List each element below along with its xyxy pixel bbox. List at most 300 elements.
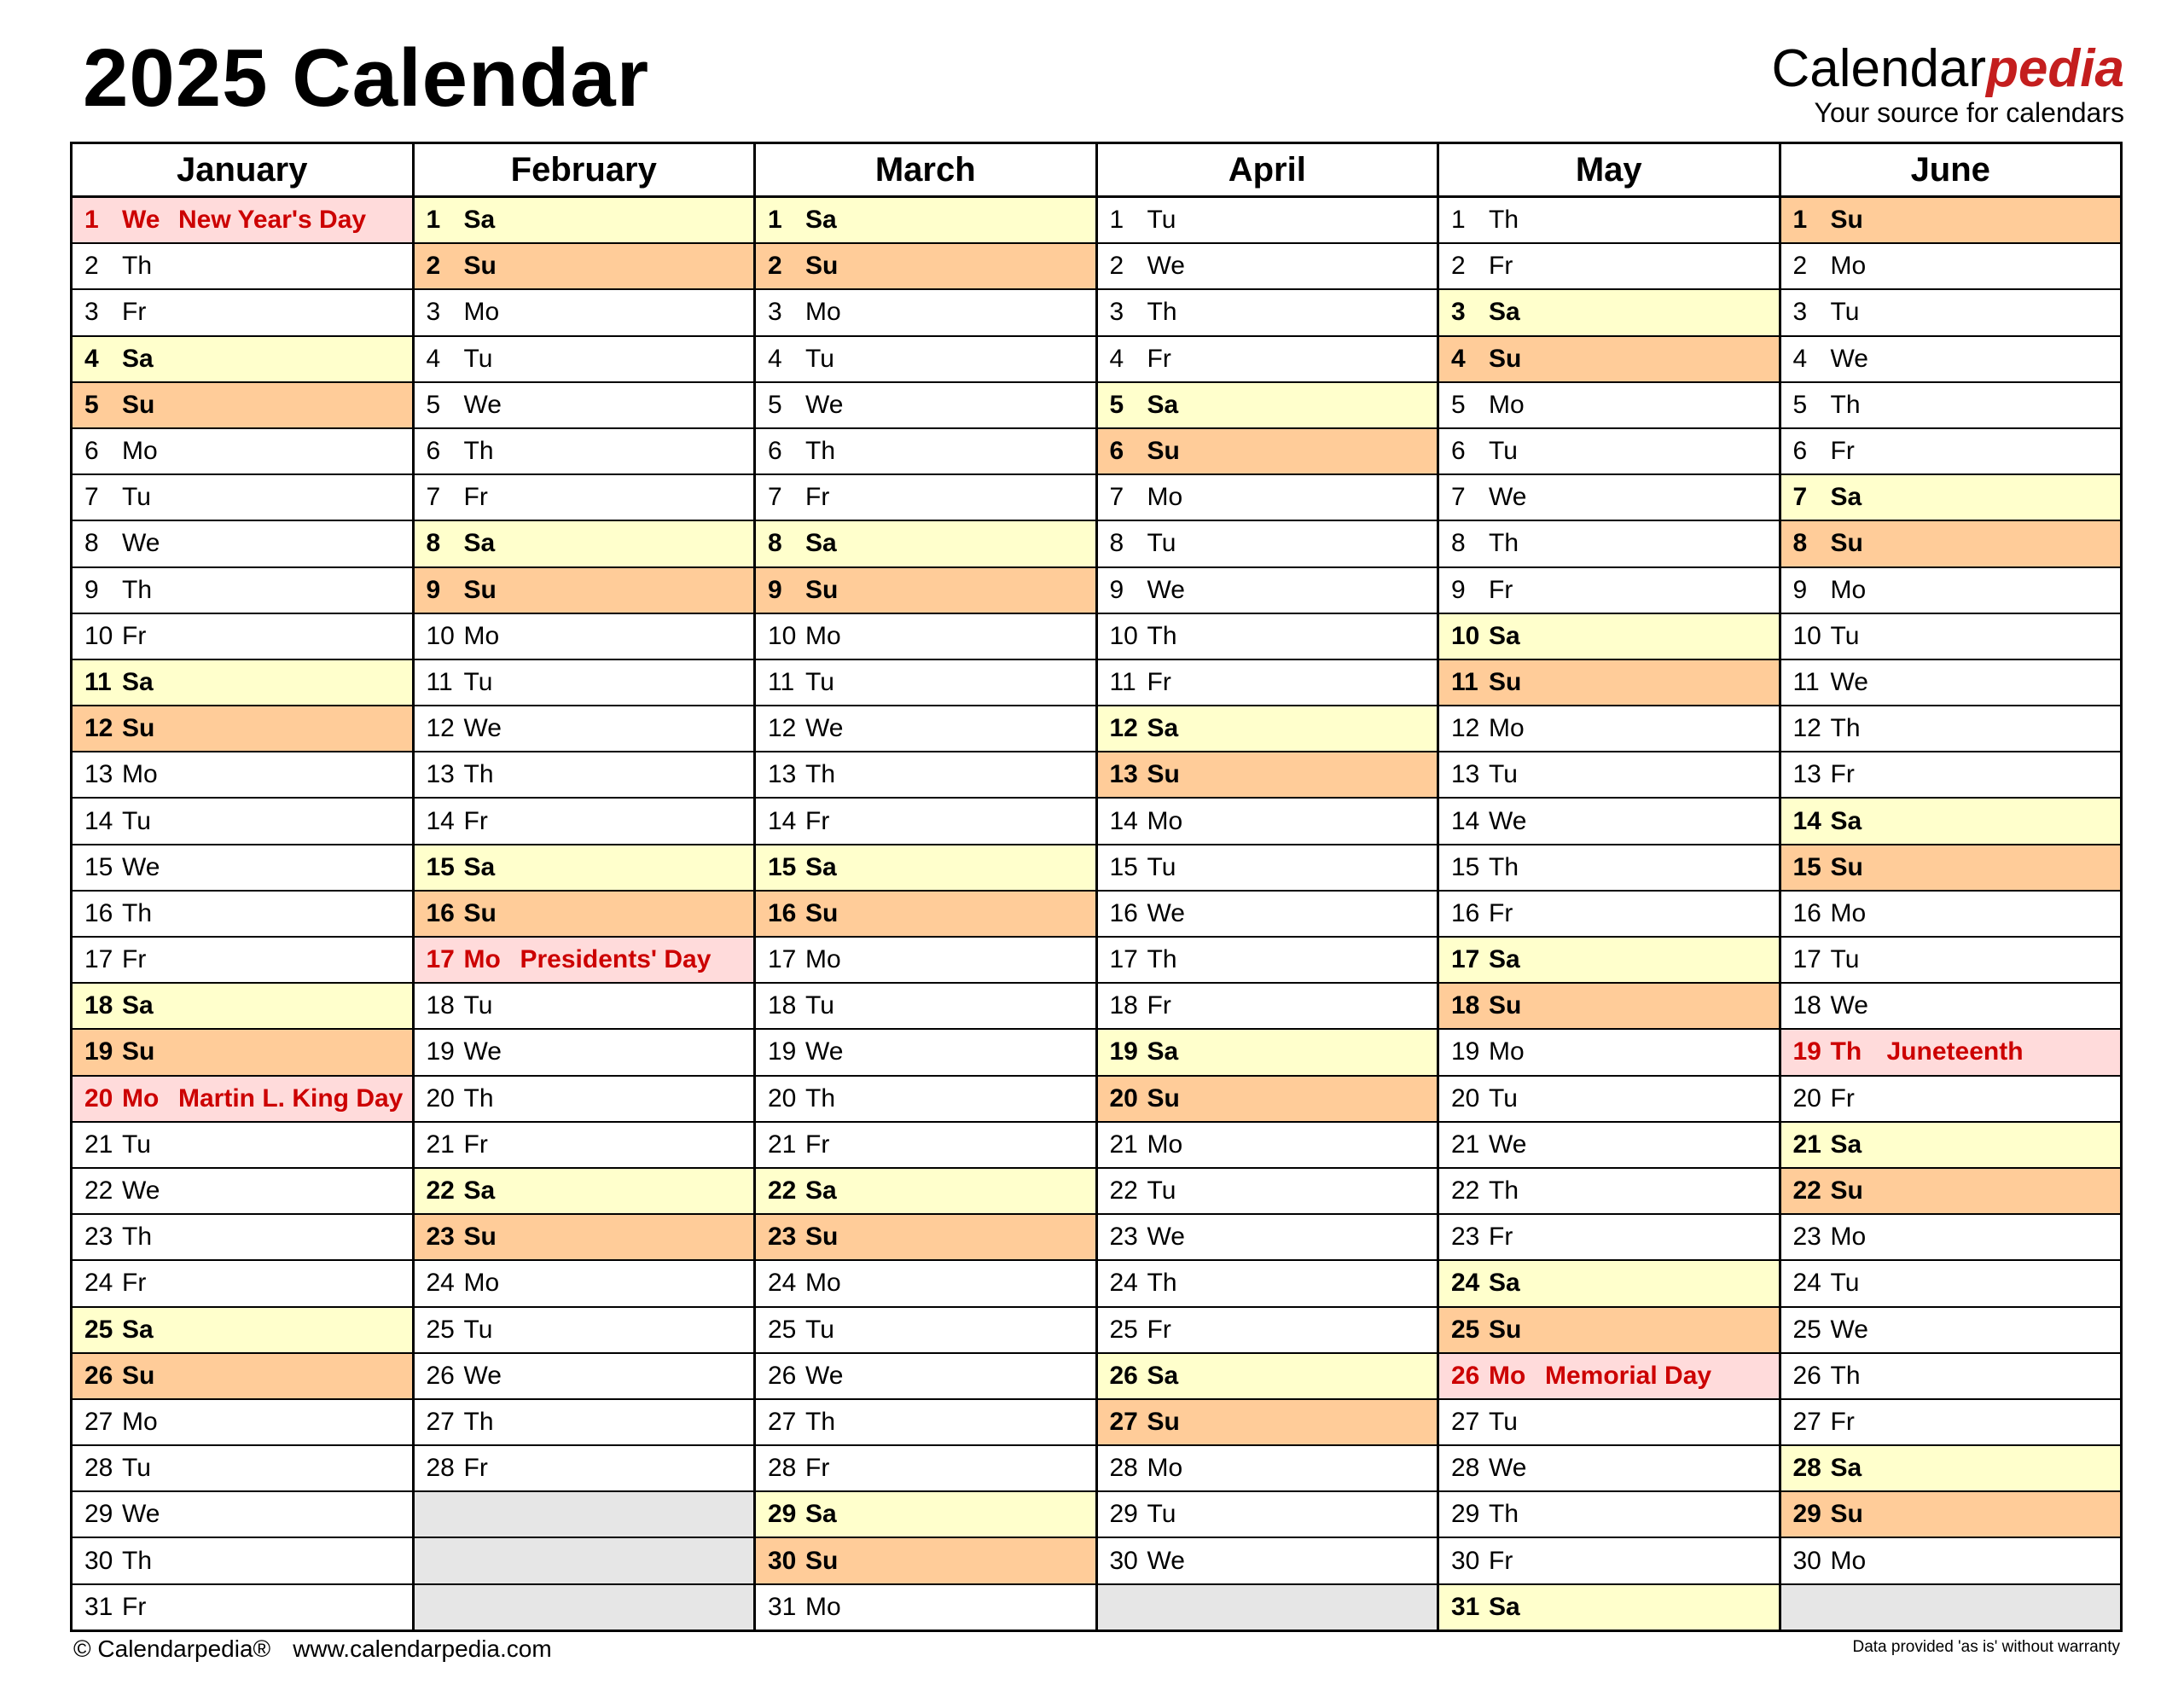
day-number: 19 [426, 1037, 455, 1066]
day-number: 27 [426, 1407, 455, 1436]
day-number: 19 [84, 1037, 113, 1066]
weekday-label: We [122, 1176, 160, 1205]
day-number: 23 [768, 1223, 797, 1252]
day-cell-february-26 [413, 1353, 755, 1399]
day-cell-april-8 [1096, 520, 1438, 566]
weekday-label: Tu [1830, 1269, 1860, 1298]
day-number: 24 [768, 1269, 797, 1298]
day-number: 31 [84, 1592, 113, 1621]
weekday-label: Fr [122, 945, 147, 974]
weekday-label: We [805, 1037, 844, 1066]
day-cell-february-1 [413, 197, 755, 244]
day-number: 5 [1451, 390, 1466, 419]
weekday-label: Fr [463, 483, 488, 512]
day-cell-april-14 [1096, 798, 1438, 844]
weekday-label: Th [1147, 1269, 1177, 1298]
day-number: 24 [426, 1269, 455, 1298]
day-cell-june-2 [1780, 243, 2122, 289]
day-cell-april-29 [1096, 1491, 1438, 1537]
day-number: 21 [1109, 1130, 1138, 1159]
day-cell-may-1 [1438, 197, 1780, 244]
day-cell-march-17 [755, 937, 1097, 983]
weekday-label: Th [122, 1546, 153, 1575]
day-cell-june-29 [1780, 1491, 2122, 1537]
table-row [72, 243, 2122, 289]
day-cell-june-15 [1780, 845, 2122, 891]
day-number: 25 [768, 1315, 797, 1344]
day-cell-march-18 [755, 983, 1097, 1029]
weekday-label: Sa [805, 206, 837, 235]
weekday-label: We [1489, 1130, 1527, 1159]
day-cell-march-25 [755, 1307, 1097, 1353]
weekday-label: Su [1147, 437, 1180, 466]
day-number: 26 [426, 1361, 455, 1390]
table-row [72, 845, 2122, 891]
day-cell-february-18 [413, 983, 755, 1029]
day-number: 17 [768, 945, 797, 974]
weekday-label: Su [1830, 529, 1863, 558]
day-cell-march-22 [755, 1168, 1097, 1214]
day-number: 13 [426, 760, 455, 789]
weekday-label: Mo [1830, 1546, 1867, 1575]
weekday-label: Fr [1489, 252, 1513, 281]
day-number: 8 [768, 529, 782, 558]
day-cell-june-13 [1780, 752, 2122, 798]
table-row [72, 382, 2122, 428]
day-number: 13 [1451, 760, 1480, 789]
weekday-label: We [805, 714, 844, 743]
table-row [72, 520, 2122, 566]
weekday-label: Mo [1830, 575, 1867, 604]
weekday-label: Tu [463, 344, 493, 373]
weekday-label: Tu [122, 483, 151, 512]
weekday-label: Tu [805, 991, 834, 1020]
weekday-label: Su [805, 575, 839, 604]
day-cell-january-17 [72, 937, 414, 983]
weekday-label: Su [122, 1037, 155, 1066]
day-number: 10 [1109, 621, 1138, 650]
day-number: 12 [768, 714, 797, 743]
day-number: 1 [1792, 206, 1808, 235]
weekday-label: Fr [1147, 667, 1171, 696]
day-cell-april-19 [1096, 1029, 1438, 1075]
weekday-label: Th [1147, 621, 1177, 650]
day-number: 11 [1792, 667, 1820, 696]
weekday-label: Su [1830, 1500, 1863, 1529]
day-number: 29 [768, 1500, 797, 1529]
day-number: 2 [1109, 252, 1124, 281]
weekday-label: Mo [463, 621, 500, 650]
day-cell-march-8 [755, 520, 1097, 566]
weekday-label: Fr [1147, 344, 1171, 373]
day-cell-may-20 [1438, 1076, 1780, 1122]
day-number: 1 [1451, 206, 1466, 235]
day-number: 11 [84, 667, 112, 696]
weekday-label: Fr [122, 1592, 147, 1621]
day-number: 26 [768, 1361, 797, 1390]
day-cell-march-4 [755, 336, 1097, 382]
day-cell-june-7 [1780, 474, 2122, 520]
day-number: 29 [1792, 1500, 1821, 1529]
weekday-label: Fr [463, 1454, 488, 1483]
table-row [72, 1076, 2122, 1122]
weekday-label: Tu [1147, 1500, 1176, 1529]
day-cell-may-23 [1438, 1214, 1780, 1260]
day-number: 1 [426, 206, 441, 235]
day-cell-june-25 [1780, 1307, 2122, 1353]
weekday-label: Tu [805, 1315, 834, 1344]
day-cell-april-18 [1096, 983, 1438, 1029]
day-number: 6 [1451, 437, 1466, 466]
day-number: 15 [1792, 852, 1821, 881]
day-number: 18 [426, 991, 455, 1020]
weekday-label: We [1489, 483, 1527, 512]
table-row [72, 474, 2122, 520]
day-cell-january-6 [72, 428, 414, 474]
day-cell-april-5 [1096, 382, 1438, 428]
day-number: 20 [84, 1083, 113, 1113]
weekday-label: Tu [463, 667, 493, 696]
weekday-label: Mo [1489, 1361, 1526, 1390]
day-number: 24 [1451, 1269, 1480, 1298]
day-cell-june-10 [1780, 613, 2122, 659]
day-number: 16 [426, 898, 455, 927]
day-cell-april-15 [1096, 845, 1438, 891]
day-number: 26 [1792, 1361, 1821, 1390]
day-cell-january-3 [72, 289, 414, 335]
weekday-label: Th [805, 1083, 836, 1113]
day-number: 26 [1451, 1361, 1480, 1390]
day-number: 29 [84, 1500, 113, 1529]
table-row [72, 289, 2122, 335]
day-number: 10 [84, 621, 113, 650]
weekday-label: Mo [1489, 390, 1525, 419]
weekday-label: Su [1147, 760, 1180, 789]
table-row [72, 1307, 2122, 1353]
day-cell-march-21 [755, 1122, 1097, 1168]
day-number: 18 [1792, 991, 1821, 1020]
day-cell-june-24 [1780, 1260, 2122, 1306]
table-row [72, 567, 2122, 613]
day-cell-january-27 [72, 1399, 414, 1445]
day-number: 8 [1792, 529, 1808, 558]
day-cell-may-26 [1438, 1353, 1780, 1399]
day-cell-may-18 [1438, 983, 1780, 1029]
day-number: 3 [426, 298, 441, 327]
day-cell-april-2 [1096, 243, 1438, 289]
day-cell-march-20 [755, 1076, 1097, 1122]
day-number: 17 [1109, 945, 1138, 974]
day-cell-january-15 [72, 845, 414, 891]
weekday-label: We [1147, 1223, 1185, 1252]
day-number: 14 [1451, 806, 1480, 835]
weekday-label: We [122, 1500, 160, 1529]
day-number: 14 [1109, 806, 1138, 835]
table-row [72, 983, 2122, 1029]
holiday-name: New Year's Day [178, 206, 367, 235]
weekday-label: Sa [1830, 1454, 1862, 1483]
weekday-label: Tu [1830, 945, 1860, 974]
day-cell-march-28 [755, 1445, 1097, 1491]
day-number: 12 [1792, 714, 1821, 743]
weekday-label: Fr [1830, 1083, 1855, 1113]
weekday-label: Sa [805, 1176, 837, 1205]
weekday-label: Su [1830, 1176, 1863, 1205]
day-cell-may-12 [1438, 706, 1780, 752]
weekday-label: Tu [122, 806, 151, 835]
table-row [72, 428, 2122, 474]
day-number: 9 [426, 575, 441, 604]
day-number: 8 [1109, 529, 1124, 558]
day-cell-february-16 [413, 891, 755, 937]
day-cell-june-6 [1780, 428, 2122, 474]
weekday-label: Tu [805, 344, 834, 373]
day-cell-june-3 [1780, 289, 2122, 335]
day-number: 13 [768, 760, 797, 789]
day-number: 4 [1792, 344, 1808, 373]
day-cell-may-22 [1438, 1168, 1780, 1214]
footer-disclaimer: Data provided 'as is' without warranty [1852, 1638, 2120, 1656]
weekday-label: Tu [122, 1130, 151, 1159]
weekday-label: Th [463, 760, 494, 789]
day-cell-june-5 [1780, 382, 2122, 428]
day-number: 27 [84, 1407, 113, 1436]
table-row [72, 1445, 2122, 1491]
day-number: 10 [768, 621, 797, 650]
day-cell-april-12 [1096, 706, 1438, 752]
day-cell-june-11 [1780, 659, 2122, 706]
empty-cell [413, 1584, 755, 1631]
day-number: 19 [1451, 1037, 1480, 1066]
day-cell-january-4 [72, 336, 414, 382]
day-number: 6 [84, 437, 99, 466]
month-header-row [72, 143, 2122, 197]
day-cell-april-30 [1096, 1537, 1438, 1583]
day-cell-may-31 [1438, 1584, 1780, 1631]
day-number: 3 [84, 298, 99, 327]
weekday-label: Mo [1147, 1454, 1183, 1483]
day-cell-january-31 [72, 1584, 414, 1631]
day-number: 12 [426, 714, 455, 743]
weekday-label: We [1147, 575, 1185, 604]
weekday-label: Tu [1830, 621, 1860, 650]
weekday-label: Su [122, 1361, 155, 1390]
day-cell-may-15 [1438, 845, 1780, 891]
day-cell-june-8 [1780, 520, 2122, 566]
day-number: 24 [84, 1269, 113, 1298]
day-number: 14 [84, 806, 113, 835]
day-number: 15 [768, 852, 797, 881]
weekday-label: Mo [1489, 1037, 1525, 1066]
day-cell-may-28 [1438, 1445, 1780, 1491]
month-header-march: March [755, 143, 1097, 197]
table-row [72, 659, 2122, 706]
day-cell-january-29 [72, 1491, 414, 1537]
day-cell-march-3 [755, 289, 1097, 335]
day-cell-march-26 [755, 1353, 1097, 1399]
day-number: 30 [1792, 1546, 1821, 1575]
day-number: 9 [1451, 575, 1466, 604]
day-cell-may-8 [1438, 520, 1780, 566]
day-cell-june-26 [1780, 1353, 2122, 1399]
day-number: 7 [1792, 483, 1808, 512]
day-number: 30 [768, 1546, 797, 1575]
day-number: 4 [84, 344, 99, 373]
day-cell-june-9 [1780, 567, 2122, 613]
weekday-label: Fr [1489, 1223, 1513, 1252]
day-cell-may-2 [1438, 243, 1780, 289]
weekday-label: We [122, 206, 160, 235]
weekday-label: We [1147, 1546, 1185, 1575]
day-number: 16 [1109, 898, 1138, 927]
day-cell-april-27 [1096, 1399, 1438, 1445]
day-number: 28 [426, 1454, 455, 1483]
weekday-label: Tu [463, 1315, 493, 1344]
table-row [72, 891, 2122, 937]
weekday-label: Su [463, 575, 497, 604]
day-cell-march-9 [755, 567, 1097, 613]
weekday-label: Su [1489, 344, 1522, 373]
day-cell-march-30 [755, 1537, 1097, 1583]
day-cell-march-16 [755, 891, 1097, 937]
weekday-label: Sa [463, 206, 496, 235]
day-cell-march-14 [755, 798, 1097, 844]
weekday-label: Su [805, 1546, 839, 1575]
day-number: 12 [84, 714, 113, 743]
weekday-label: Sa [122, 344, 154, 373]
weekday-label: Fr [1830, 1407, 1855, 1436]
weekday-label: Su [1489, 991, 1522, 1020]
weekday-label: Sa [1147, 1037, 1179, 1066]
day-number: 3 [1792, 298, 1808, 327]
day-cell-january-2 [72, 243, 414, 289]
weekday-label: Mo [1830, 252, 1867, 281]
day-cell-june-23 [1780, 1214, 2122, 1260]
table-row [72, 937, 2122, 983]
day-number: 21 [84, 1130, 113, 1159]
day-number: 29 [1109, 1500, 1138, 1529]
page-title: 2025 Calendar [83, 32, 650, 124]
weekday-label: Sa [1489, 1592, 1520, 1621]
table-row [72, 1029, 2122, 1075]
day-number: 8 [84, 529, 99, 558]
day-cell-may-5 [1438, 382, 1780, 428]
weekday-label: We [1830, 991, 1868, 1020]
weekday-label: Mo [463, 945, 501, 974]
day-number: 19 [768, 1037, 797, 1066]
weekday-label: Su [805, 252, 839, 281]
weekday-label: Mo [805, 621, 841, 650]
holiday-name: Memorial Day [1545, 1361, 1712, 1390]
day-cell-april-4 [1096, 336, 1438, 382]
brand-name-regular: Calendar [1771, 39, 1987, 98]
weekday-label: Tu [1489, 437, 1518, 466]
weekday-label: Fr [463, 1130, 488, 1159]
weekday-label: Su [463, 898, 497, 927]
day-cell-may-13 [1438, 752, 1780, 798]
weekday-label: Th [1830, 1037, 1862, 1066]
footer-website: www.calendarpedia.com [293, 1635, 552, 1662]
day-number: 22 [1451, 1176, 1480, 1205]
weekday-label: Sa [122, 991, 154, 1020]
day-number: 20 [768, 1083, 797, 1113]
day-number: 5 [1109, 390, 1124, 419]
weekday-label: We [1147, 898, 1185, 927]
empty-cell [413, 1491, 755, 1537]
weekday-label: We [1489, 1454, 1527, 1483]
weekday-label: Tu [1489, 760, 1518, 789]
table-row [72, 197, 2122, 244]
day-number: 10 [1451, 621, 1480, 650]
day-number: 6 [768, 437, 782, 466]
weekday-label: Sa [1489, 1269, 1520, 1298]
weekday-label: Sa [1147, 714, 1179, 743]
day-number: 9 [1109, 575, 1124, 604]
day-cell-may-9 [1438, 567, 1780, 613]
day-number: 23 [1451, 1223, 1480, 1252]
weekday-label: Th [1489, 1500, 1519, 1529]
day-number: 28 [1451, 1454, 1480, 1483]
day-number: 27 [1109, 1407, 1138, 1436]
day-cell-april-17 [1096, 937, 1438, 983]
day-cell-february-24 [413, 1260, 755, 1306]
day-number: 7 [426, 483, 441, 512]
day-number: 23 [1109, 1223, 1138, 1252]
weekday-label: Sa [1830, 806, 1862, 835]
table-row [72, 1537, 2122, 1583]
day-cell-february-9 [413, 567, 755, 613]
day-number: 18 [84, 991, 113, 1020]
day-number: 15 [1451, 852, 1480, 881]
day-number: 18 [1451, 991, 1480, 1020]
day-number: 21 [1792, 1130, 1821, 1159]
weekday-label: Th [1489, 1176, 1519, 1205]
day-number: 2 [1792, 252, 1808, 281]
day-number: 20 [1451, 1083, 1480, 1113]
weekday-label: We [1830, 344, 1868, 373]
weekday-label: Fr [1489, 575, 1513, 604]
day-number: 10 [1792, 621, 1821, 650]
weekday-label: Sa [1830, 483, 1862, 512]
day-cell-march-5 [755, 382, 1097, 428]
day-number: 4 [1451, 344, 1466, 373]
day-number: 2 [84, 252, 99, 281]
weekday-label: Th [463, 1083, 494, 1113]
table-row [72, 1122, 2122, 1168]
month-header-february: February [413, 143, 755, 197]
day-number: 18 [1109, 991, 1138, 1020]
weekday-label: Mo [122, 1083, 160, 1113]
weekday-label: Su [805, 1223, 839, 1252]
day-cell-may-14 [1438, 798, 1780, 844]
weekday-label: Fr [805, 1454, 830, 1483]
day-number: 15 [426, 852, 455, 881]
day-cell-march-15 [755, 845, 1097, 891]
weekday-label: Th [1489, 206, 1519, 235]
day-cell-april-16 [1096, 891, 1438, 937]
day-cell-january-9 [72, 567, 414, 613]
month-header-january: January [72, 143, 414, 197]
weekday-label: Th [122, 898, 153, 927]
day-number: 28 [1792, 1454, 1821, 1483]
day-number: 24 [1792, 1269, 1821, 1298]
weekday-label: Sa [122, 1315, 154, 1344]
day-cell-april-7 [1096, 474, 1438, 520]
weekday-label: Mo [805, 945, 841, 974]
day-cell-june-21 [1780, 1122, 2122, 1168]
day-cell-february-4 [413, 336, 755, 382]
day-cell-february-22 [413, 1168, 755, 1214]
